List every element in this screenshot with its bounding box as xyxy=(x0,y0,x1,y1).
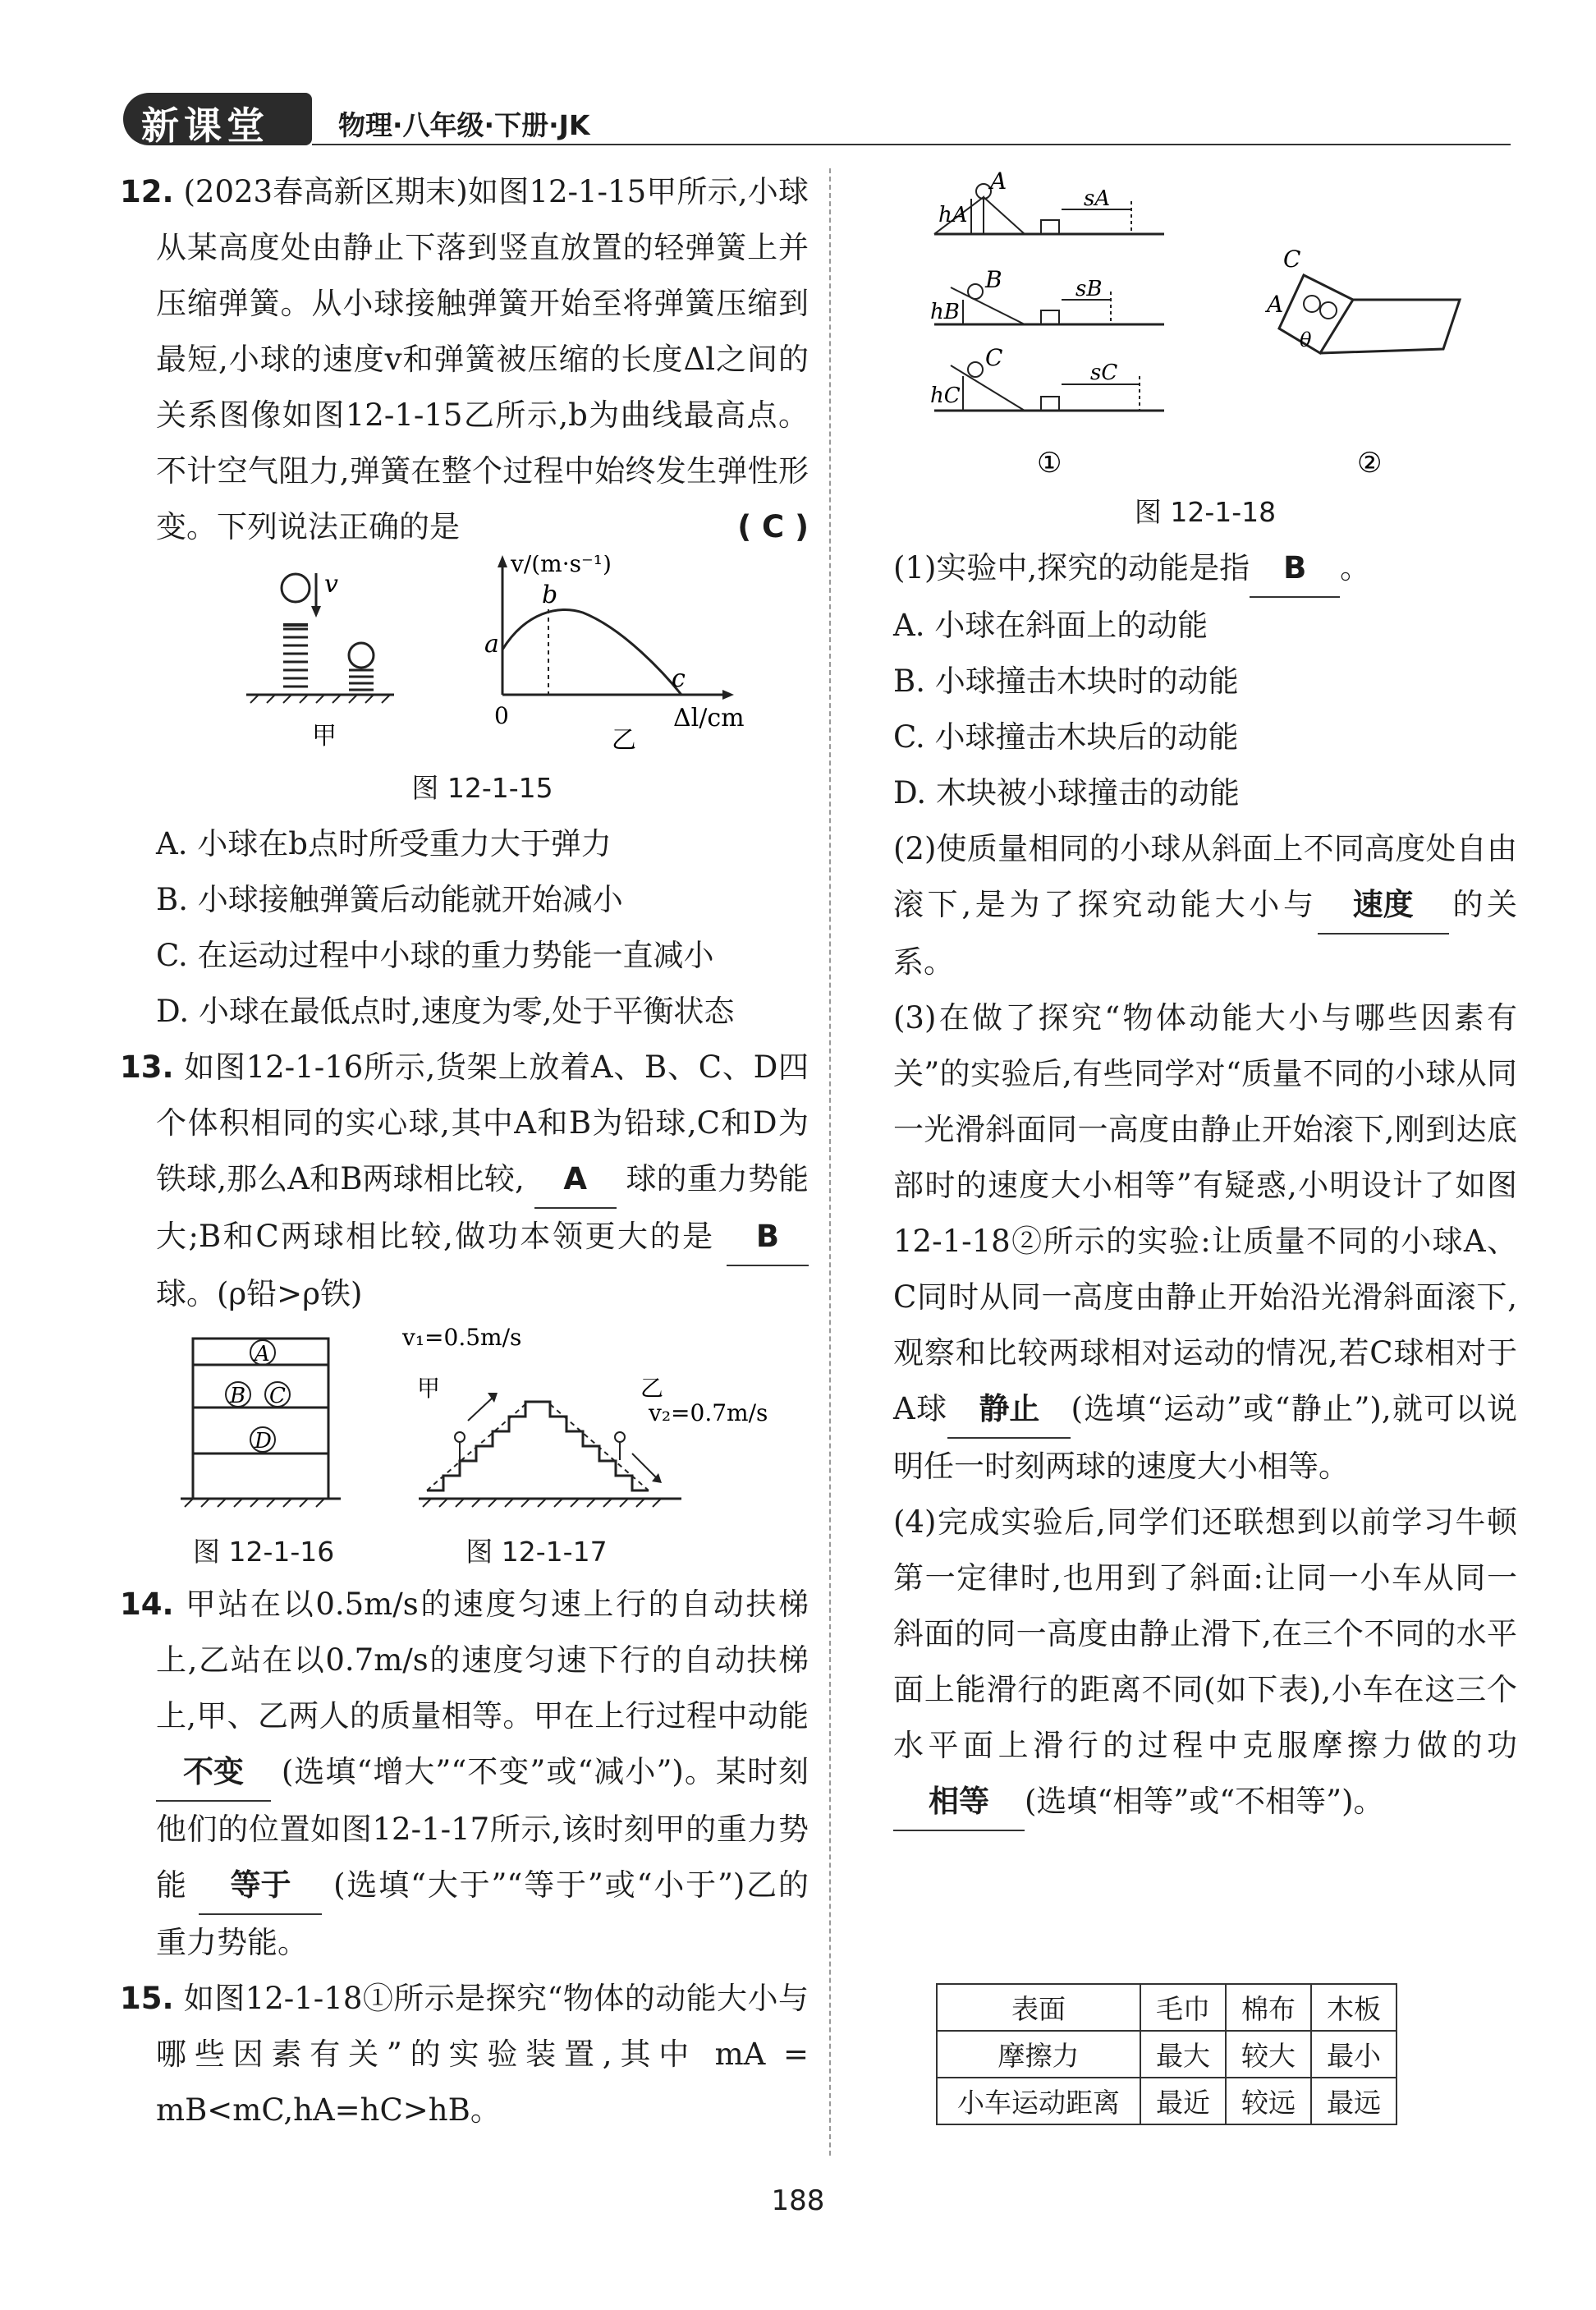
question-number: 13. xyxy=(120,1049,174,1085)
fig2-label-c: C xyxy=(1283,246,1301,273)
answer-blank: 速度 xyxy=(1318,877,1449,935)
falling-ball xyxy=(282,574,310,602)
table-cell: 最近 xyxy=(1140,2078,1226,2124)
subquestion-2 xyxy=(893,821,1517,990)
table-cell: 棉布 xyxy=(1226,1984,1311,2031)
question-text-part2: (选填“增大”“不变”或“减小”)。某时刻他们的位置如图12-1-17所示,该时刻甲的重力势能 xyxy=(156,1754,809,1903)
answer-blank: 相等 xyxy=(893,1774,1025,1831)
subquestion-3-end: (选填“运动”或“静止”),就可以说明任一时刻两球的速度大小相等。 xyxy=(893,1391,1517,1484)
answer-blank-1: 不变 xyxy=(156,1744,271,1802)
answer-blank-1: A xyxy=(534,1151,617,1209)
right-column xyxy=(893,164,1517,1831)
question-text-part3: 球。(ρ铅>ρ铁) xyxy=(156,1276,363,1311)
shelf-and-escalator xyxy=(156,1322,809,1527)
label-fig-2: ② xyxy=(1357,447,1383,480)
table-cell: 最远 xyxy=(1311,2078,1396,2124)
figure-caption: 图 12-1-15 xyxy=(411,772,553,804)
page-header xyxy=(123,86,1511,152)
caption-12-1-16: 图 12-1-16 xyxy=(193,1536,335,1568)
figure-12-1-18 xyxy=(893,164,1517,485)
label-jia: 甲 xyxy=(312,722,337,751)
question-15 xyxy=(120,1971,809,2138)
question-number: 12. xyxy=(120,174,174,209)
spring-uncompressed xyxy=(283,629,308,687)
label-a: A xyxy=(990,168,1007,195)
label-ha: hA xyxy=(938,203,968,227)
origin-label: 0 xyxy=(494,702,509,729)
subquestion-4-end: (选填“相等”或“不相等”)。 xyxy=(1025,1784,1384,1819)
option-b: B. 小球撞击木块时的动能 xyxy=(893,664,1239,699)
label-sb: sB xyxy=(1075,277,1103,301)
question-text: 如图12-1-18①所示是探究“物体的动能大小与哪些因素有关”的实验装置,其中 mA = mB<mC,hA=hC>hB。 xyxy=(156,1981,809,2128)
answer-choice: ( C ) xyxy=(737,509,809,544)
point-a: a xyxy=(484,630,499,659)
ball-c-label: C xyxy=(269,1384,286,1408)
question-text-part2: 球的重力势能大;B和C两球相比较,做功本领更大的是 xyxy=(156,1161,809,1254)
subquestion-1-end: 。 xyxy=(1340,550,1371,586)
smooth-incline xyxy=(1279,275,1353,353)
label-fig-1: ① xyxy=(1037,447,1062,480)
table-cell: 最小 xyxy=(1311,2031,1396,2078)
ball-d-label: D xyxy=(255,1429,272,1454)
ball-c xyxy=(968,362,983,377)
option-a: A. 小球在b点时所受重力大于弹力 xyxy=(156,826,612,861)
table-row xyxy=(937,2078,1396,2124)
question-number: 14. xyxy=(120,1587,174,1622)
caption-row xyxy=(156,1527,809,1577)
label-sc: sC xyxy=(1090,361,1118,385)
table-cell: 较大 xyxy=(1226,2031,1311,2078)
figure-12-1-15 xyxy=(156,555,809,760)
table-cell: 木板 xyxy=(1311,1984,1396,2031)
figure-caption: 图 12-1-18 xyxy=(1134,496,1277,528)
ball-b-label: B xyxy=(230,1384,246,1408)
brand-logo xyxy=(123,93,312,148)
table-cell: 小车运动距离 xyxy=(937,2078,1140,2124)
table-cell: 较远 xyxy=(1226,2078,1311,2124)
subquestion-3-text: (3)在做了探究“物体动能大小与哪些因素有关”的实验后,有些同学对“质量不同的小球从同一光滑斜面同一高度由静止开始滚下,刚到达底部时的速度大小相等”有疑惑,小明设计了如图12-1-18②所示的实验:让质量不同的小球A、C同时从同一高度由静止开始沿光滑斜面滚下,观察和比较两球相对运动的情况,若C球相对于A球 xyxy=(893,1000,1517,1426)
left-column xyxy=(120,164,809,2138)
table-cell: 毛巾 xyxy=(1140,1984,1226,2031)
table-row xyxy=(937,1984,1396,2031)
table-row xyxy=(937,2031,1396,2078)
option-d: D. 木块被小球撞击的动能 xyxy=(893,775,1240,811)
subquestion-1-text: (1)实验中,探究的动能是指 xyxy=(893,550,1250,586)
y-axis-label: v/(m·s⁻¹) xyxy=(511,555,612,577)
ball-on-spring xyxy=(349,643,374,668)
question-text: (2023春高新区期末)如图12-1-15甲所示,小球从某高度处由静止下落到竖直放置的轻弹簧上并压缩弹簧。从小球接触弹簧开始至将弹簧压缩到最短,小球的速度v和弹簧被压缩的长度Δl之间的关系图像如图12-1-15乙所示,b为曲线最高点。不计空气阻力,弹簧在整个过程中始终发生弹性形变。下列说法正确的是 xyxy=(156,174,809,544)
option-b: B. 小球接触弹簧后动能就开始减小 xyxy=(156,882,623,917)
question-number: 15. xyxy=(120,1981,174,2016)
question-13 xyxy=(120,1040,809,1322)
person-jia xyxy=(455,1432,465,1442)
v2-label: v₂=0.7m/s xyxy=(649,1399,768,1426)
ball-c-fig2 xyxy=(1320,302,1337,319)
question-text-part3: (选填“大于”“等于”或“小于”)乙的重力势能。 xyxy=(156,1867,809,1960)
subquestion-2-text: (2)使质量相同的小球从斜面上不同高度处自由滚下,是为了探究动能大小与 xyxy=(893,831,1517,922)
option-d: D. 小球在最低点时,速度为零,处于平衡状态 xyxy=(156,994,735,1029)
velocity-curve xyxy=(502,609,681,695)
v1-label: v₁=0.5m/s xyxy=(402,1324,522,1351)
answer-blank: B xyxy=(1250,540,1340,598)
table-cell: 摩擦力 xyxy=(937,2031,1140,2078)
answer-blank: 静止 xyxy=(947,1381,1071,1439)
header-rule xyxy=(312,144,1511,145)
point-c: c xyxy=(672,664,686,693)
book-subtitle: 物理·八年级·下册·JK xyxy=(338,109,590,141)
question-text-part1: 如图12-1-16所示,货架上放着A、B、C、D四个体积相同的实心球,其中A和B为铅球,C和D为铁球,那么A和B两球相比较, xyxy=(156,1049,809,1196)
spring-graph-figure xyxy=(156,555,809,760)
v-label: v xyxy=(324,570,338,599)
option-a: A. 小球在斜面上的动能 xyxy=(893,608,1208,643)
option-c: C. 小球撞击木块后的动能 xyxy=(893,719,1239,755)
subquestion-1 xyxy=(893,540,1517,598)
label-hb: hB xyxy=(930,300,960,324)
point-b: b xyxy=(542,581,558,609)
answer-blank-2: 等于 xyxy=(199,1858,322,1915)
figures-12-1-16-17 xyxy=(156,1322,809,1527)
x-axis-label: Δl/cm xyxy=(673,704,745,732)
subquestion-3 xyxy=(893,990,1517,1495)
table-cell: 表面 xyxy=(937,1984,1140,2031)
fig2-label-a: A xyxy=(1267,291,1284,318)
friction-table xyxy=(936,1983,1397,2125)
logo-text: 新课堂 xyxy=(141,103,269,148)
column-divider xyxy=(829,168,831,2156)
subquestion-2-end: 的关系。 xyxy=(893,887,1518,980)
subquestion-4 xyxy=(893,1495,1517,1831)
spring-compressed xyxy=(349,670,374,690)
label-hc: hC xyxy=(930,383,961,408)
label-sa: sA xyxy=(1084,186,1111,211)
label-c: C xyxy=(985,344,1003,371)
option-c: C. 在运动过程中小球的重力势能一直减小 xyxy=(156,938,714,973)
label-jia: 甲 xyxy=(417,1375,441,1402)
answer-blank-2: B xyxy=(727,1209,809,1266)
ball-a-fig2 xyxy=(1304,296,1320,312)
subquestion-4-text: (4)完成实验后,同学们还联想到以前学习牛顿第一定律时,也用到了斜面:让同一小车从同一斜面的同一高度由静止滑下,在三个不同的水平面上能滑行的距离不同(如下表),小车在这三个水平面上滑行的过程中克服摩擦力做的功 xyxy=(893,1504,1517,1763)
label-yi: 乙 xyxy=(612,726,636,755)
table-cell: 最大 xyxy=(1140,2031,1226,2078)
question-12 xyxy=(120,164,809,555)
question-14 xyxy=(120,1577,809,1971)
question-text-part1: 甲站在以0.5m/s的速度匀速上行的自动扶梯上,乙站在以0.7m/s的速度匀速下行的自动扶梯上,甲、乙两人的质量相等。甲在上行过程中动能 xyxy=(156,1587,809,1734)
person-yi xyxy=(615,1432,625,1442)
caption-12-1-17: 图 12-1-17 xyxy=(466,1536,608,1568)
ball-a-label: A xyxy=(255,1342,270,1366)
label-b: B xyxy=(985,266,1002,293)
angle-theta: θ xyxy=(1300,328,1312,351)
page-number: 188 xyxy=(771,2184,825,2217)
label-yi: 乙 xyxy=(640,1375,664,1402)
kinetic-energy-apparatus xyxy=(893,164,1517,485)
